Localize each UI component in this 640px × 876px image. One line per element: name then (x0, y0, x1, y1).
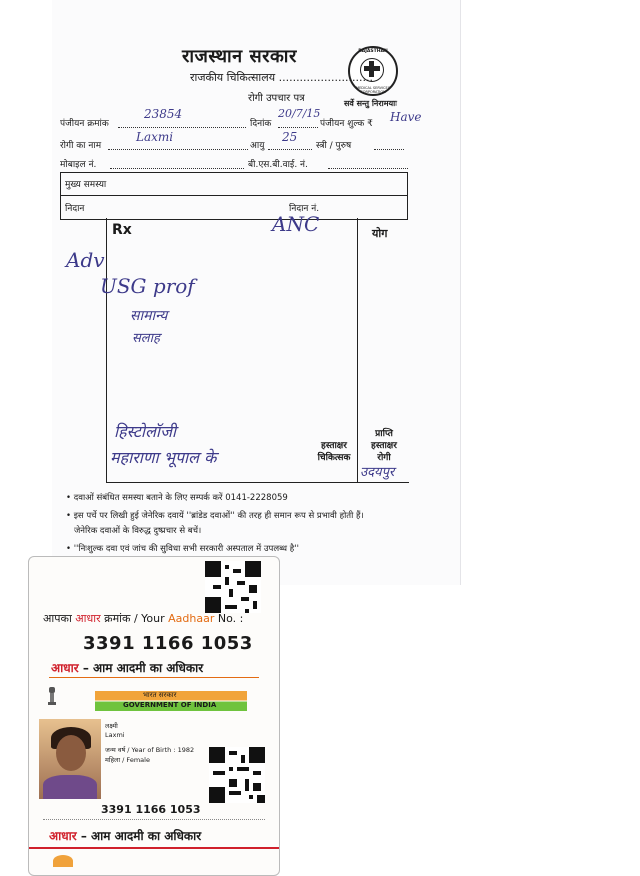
rx-divider (357, 218, 358, 482)
age-value: 25 (282, 130, 298, 144)
fee-label: पंजीयन शुल्क ₹ (320, 119, 373, 129)
diagnosis-label: निदान (65, 204, 85, 214)
government-title: राजस्थान सरकार (182, 46, 297, 67)
aadhaar-number-bottom: 3391 1166 1053 (101, 803, 201, 816)
hospital-label: राजकीय चिकित्सालय ........................... (190, 71, 373, 84)
note-helpline: • दवाओं संबंधित समस्या बताने के लिए सम्पर्क करें 0141-2228059 (66, 493, 288, 503)
label-hindi-pre: आपका (43, 612, 76, 625)
motto: सर्वे सन्तु निरामयाः (344, 99, 397, 108)
holder-name-english: Laxmi (105, 731, 125, 739)
handwritten-diagnosis: ANC (272, 212, 320, 236)
mobile-line (110, 168, 244, 169)
note-generic-text: इस पर्चे पर लिखी हुई जेनेरिक दवायें ''ब्रांडेड दवाओं'' की तरह ही समान रूप से प्रभावी होती हैं। (73, 511, 364, 521)
card-footer-band (29, 847, 279, 849)
photo-face (56, 735, 86, 771)
slogan-underline (49, 677, 259, 678)
qr-code-bottom-icon (209, 747, 265, 803)
date-label: दिनांक (250, 119, 272, 129)
form-title: रोगी उपचार पत्र (248, 93, 305, 104)
gender-label: स्त्री / पुरुष (316, 141, 352, 151)
aadhaar-slogan (51, 659, 203, 676)
note-helpline-text: दवाओं संबंधित समस्या बताने के लिए सम्पर्क करें 0141-2228059 (73, 493, 288, 503)
aadhaar-number: 3391 1166 1053 (83, 633, 253, 654)
rx-label: Rx (112, 222, 132, 238)
slogan-aadhaar: आधार (51, 661, 79, 675)
doctor-signature-label: हस्ताक्षर चिकित्सक (317, 441, 351, 463)
aadhaar-card (28, 556, 280, 876)
date-line (278, 127, 318, 128)
holder-photo (39, 719, 101, 799)
patient-name-label: रोगी का नाम (60, 141, 102, 151)
slogan-bottom-rest: – आम आदमी का अधिकार (76, 829, 202, 843)
yog-label: योग (372, 227, 388, 240)
slogan-bottom-aadhaar: आधार (49, 829, 77, 843)
note-free-medicine: • ''निःशुल्क दवा एवं जांच की सुविधा सभी सरकारी अस्पताल में उपलब्ध है'' (66, 544, 299, 554)
rx-box (106, 218, 409, 483)
handwritten-line-7: उदयपुर (360, 465, 395, 480)
complaint-divider (61, 195, 407, 196)
date-value: 20/7/15 (278, 107, 321, 120)
label-hindi-post: क्रमांक / Your (100, 612, 169, 625)
national-emblem-icon (47, 687, 57, 705)
holder-name-hindi: लक्ष्मी (105, 722, 118, 730)
sun-logo-icon (53, 855, 73, 867)
aadhaar-number-label (43, 611, 243, 626)
handwritten-line-5: हिस्टोलॉजी (114, 422, 177, 441)
complaint-label: मुख्य समस्या (65, 180, 107, 190)
note-propaganda: जेनेरिक दवाओं के विरुद्ध दुष्प्रचार से बचें। (74, 526, 202, 536)
label-en-post: No. : (214, 612, 244, 625)
government-english: GOVERNMENT OF INDIA (123, 701, 217, 709)
handwritten-advice: Adv (66, 248, 105, 272)
age-label: आयु (250, 141, 265, 151)
age-line (268, 149, 312, 150)
card-separator (43, 819, 265, 820)
handwritten-usg: USG prof (100, 274, 195, 298)
slogan-rest: – आम आदमी का अधिकार (78, 661, 204, 675)
diagnosis-no-label: निदान नं. (289, 204, 320, 214)
label-hindi-aadhaar: आधार (75, 612, 101, 625)
mobile-label: मोबाइल नं. (60, 160, 97, 170)
note-generic: • इस पर्चे पर लिखी हुई जेनेरिक दवायें ''ब्रांडेड दवाओं'' की तरह ही समान रूप से प्रभावी होती हैं। (66, 511, 364, 521)
bsby-line (328, 168, 408, 169)
prescription-sheet (52, 0, 461, 585)
handwritten-line-4: सलाह (132, 331, 160, 346)
note-free-medicine-text: ''निःशुल्क दवा एवं जांच की सुविधा सभी सरकारी अस्पताल में उपलब्ध है'' (73, 544, 299, 554)
photo-clothing (43, 775, 97, 799)
seal-text: RAJASTHAN (358, 49, 388, 54)
complaint-box (60, 172, 408, 220)
label-en-aadhaar: Aadhaar (168, 612, 215, 625)
registration-line (118, 127, 246, 128)
handwritten-line-6: महाराणा भूपाल के (110, 448, 217, 467)
qr-code-top-icon (205, 561, 261, 613)
registration-label: पंजीयन क्रमांक (60, 119, 109, 129)
fee-value: Have (390, 110, 422, 124)
holder-gender: महिला / Female (105, 756, 150, 764)
patient-name-line (108, 149, 248, 150)
registration-value: 23854 (144, 107, 183, 121)
seal-subtext: MEDICAL SERVICES CORPORATION (356, 86, 390, 94)
government-hindi: भारत सरकार (143, 691, 177, 699)
aadhaar-slogan-bottom (49, 827, 201, 844)
handwritten-line-3: सामान्य (130, 308, 168, 324)
gender-line (374, 149, 404, 150)
bsby-label: बी.एस.बी.वाई. नं. (248, 160, 308, 170)
patient-name-value: Laxmi (136, 130, 174, 144)
patient-receipt-label: प्राप्ति हस्ताक्षर रोगी (371, 429, 397, 463)
holder-year-of-birth: जन्म वर्ष / Year of Birth : 1982 (105, 746, 195, 754)
